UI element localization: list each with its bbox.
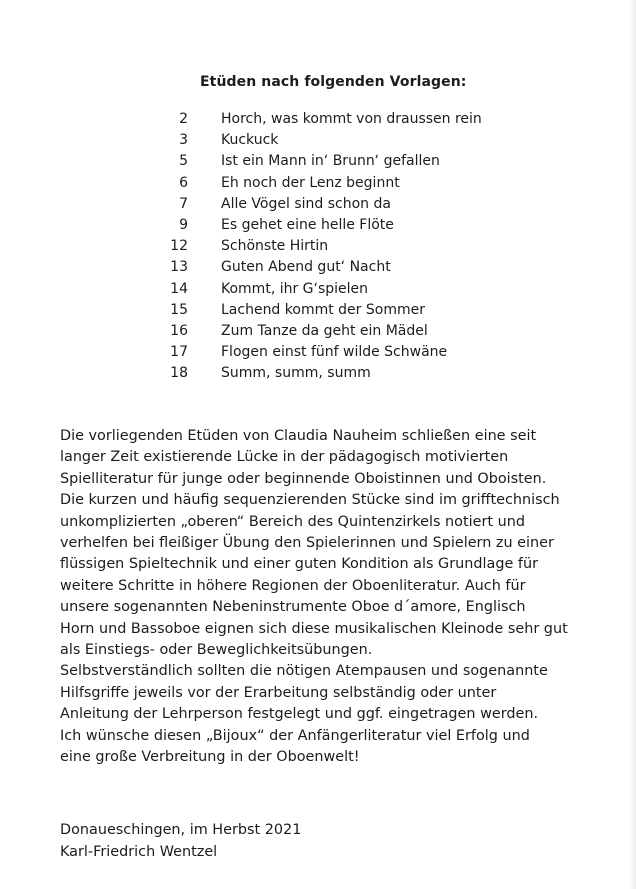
etude-title: Eh noch der Lenz beginnt [221, 174, 400, 191]
etude-title: Ist ein Mann in‘ Brunn‘ gefallen [221, 153, 440, 170]
paragraph-line: unsere sogenannten Nebeninstrumente Oboe d´amore, Englisch [60, 599, 526, 616]
paragraph-line: Horn und Bassoboe eignen sich diese musikalischen Kleinode sehr gut [60, 620, 568, 637]
etude-number: 14 [170, 280, 188, 297]
etude-number: 12 [170, 238, 188, 255]
paragraph-line: weitere Schritte in höhere Regionen der Oboenliteratur. Auch für [60, 577, 526, 594]
etude-number: 17 [170, 344, 188, 361]
paragraph-line: Anleitung der Lehrperson festgelegt und ggf. eingetragen werden. [60, 706, 539, 723]
etude-number: 3 [179, 132, 188, 149]
paragraph-line: verhelfen bei fleißiger Übung den Spielerinnen und Spielern zu einer [60, 535, 554, 552]
etude-number: 5 [179, 153, 188, 170]
etude-number: 6 [179, 174, 188, 191]
etude-number: 13 [170, 259, 188, 276]
paragraph-line: Ich wünsche diesen „Bijoux“ der Anfängerliteratur viel Erfolg und [60, 727, 530, 744]
page-edge-shadow [630, 0, 636, 889]
etude-number: 15 [170, 301, 188, 318]
signature-place-date: Donaueschingen, im Herbst 2021 [60, 822, 302, 838]
etude-number: 18 [170, 365, 188, 382]
paragraph-line: langer Zeit existierende Lücke in der pädagogisch motivierten [60, 449, 509, 466]
etude-number: 16 [170, 322, 188, 339]
paragraph-line: Hilfsgriffe jeweils vor der Erarbeitung selbständig oder unter [60, 684, 497, 701]
etude-number: 7 [179, 195, 188, 212]
etude-title: Guten Abend gut‘ Nacht [221, 259, 391, 276]
signature-name: Karl-Friedrich Wentzel [60, 843, 218, 860]
paragraph-line: als Einstiegs- oder Beweglichkeitsübungen. [60, 642, 373, 659]
etude-title: Lachend kommt der Sommer [221, 301, 425, 318]
etude-title: Summ, summ, summ [221, 365, 371, 382]
paragraph-line: Selbstverständlich sollten die nötigen Atempausen und sogenannte [60, 663, 548, 680]
etude-title: Kuckuck [221, 132, 279, 149]
etude-title: Horch, was kommt von draussen rein [221, 111, 482, 127]
etude-title: Kommt, ihr G‘spielen [221, 280, 369, 297]
paragraph-line: unkomplizierten „oberen“ Bereich des Quintenzirkels notiert und [60, 513, 525, 530]
signature-block [60, 820, 301, 863]
paragraph-line: Die kurzen und häufig sequenzierenden Stücke sind im grifftechnisch [60, 492, 560, 509]
etude-title: Alle Vögel sind schon da [221, 195, 391, 212]
paragraph-line: Die vorliegenden Etüden von Claudia Nauheim schließen eine seit [60, 428, 537, 444]
etude-title: Schönste Hirtin [221, 238, 329, 255]
paragraph-line: Spielliteratur für junge oder beginnende Oboistinnen und Oboisten. [60, 470, 547, 487]
etude-title: Flogen einst fünf wilde Schwäne [221, 344, 448, 361]
etude-title: Es gehet eine helle Flöte [221, 216, 394, 233]
page-heading: Etüden nach folgenden Vorlagen: [200, 74, 467, 90]
description-paragraph [60, 426, 626, 769]
etude-number: 2 [179, 111, 188, 127]
etude-title: Zum Tanze da geht ein Mädel [221, 322, 428, 339]
paragraph-line: flüssigen Spieltechnik und einer guten Kondition als Grundlage für [60, 556, 538, 573]
etude-number: 9 [179, 216, 188, 233]
paragraph-line: eine große Verbreitung in der Oboenwelt! [60, 749, 360, 766]
